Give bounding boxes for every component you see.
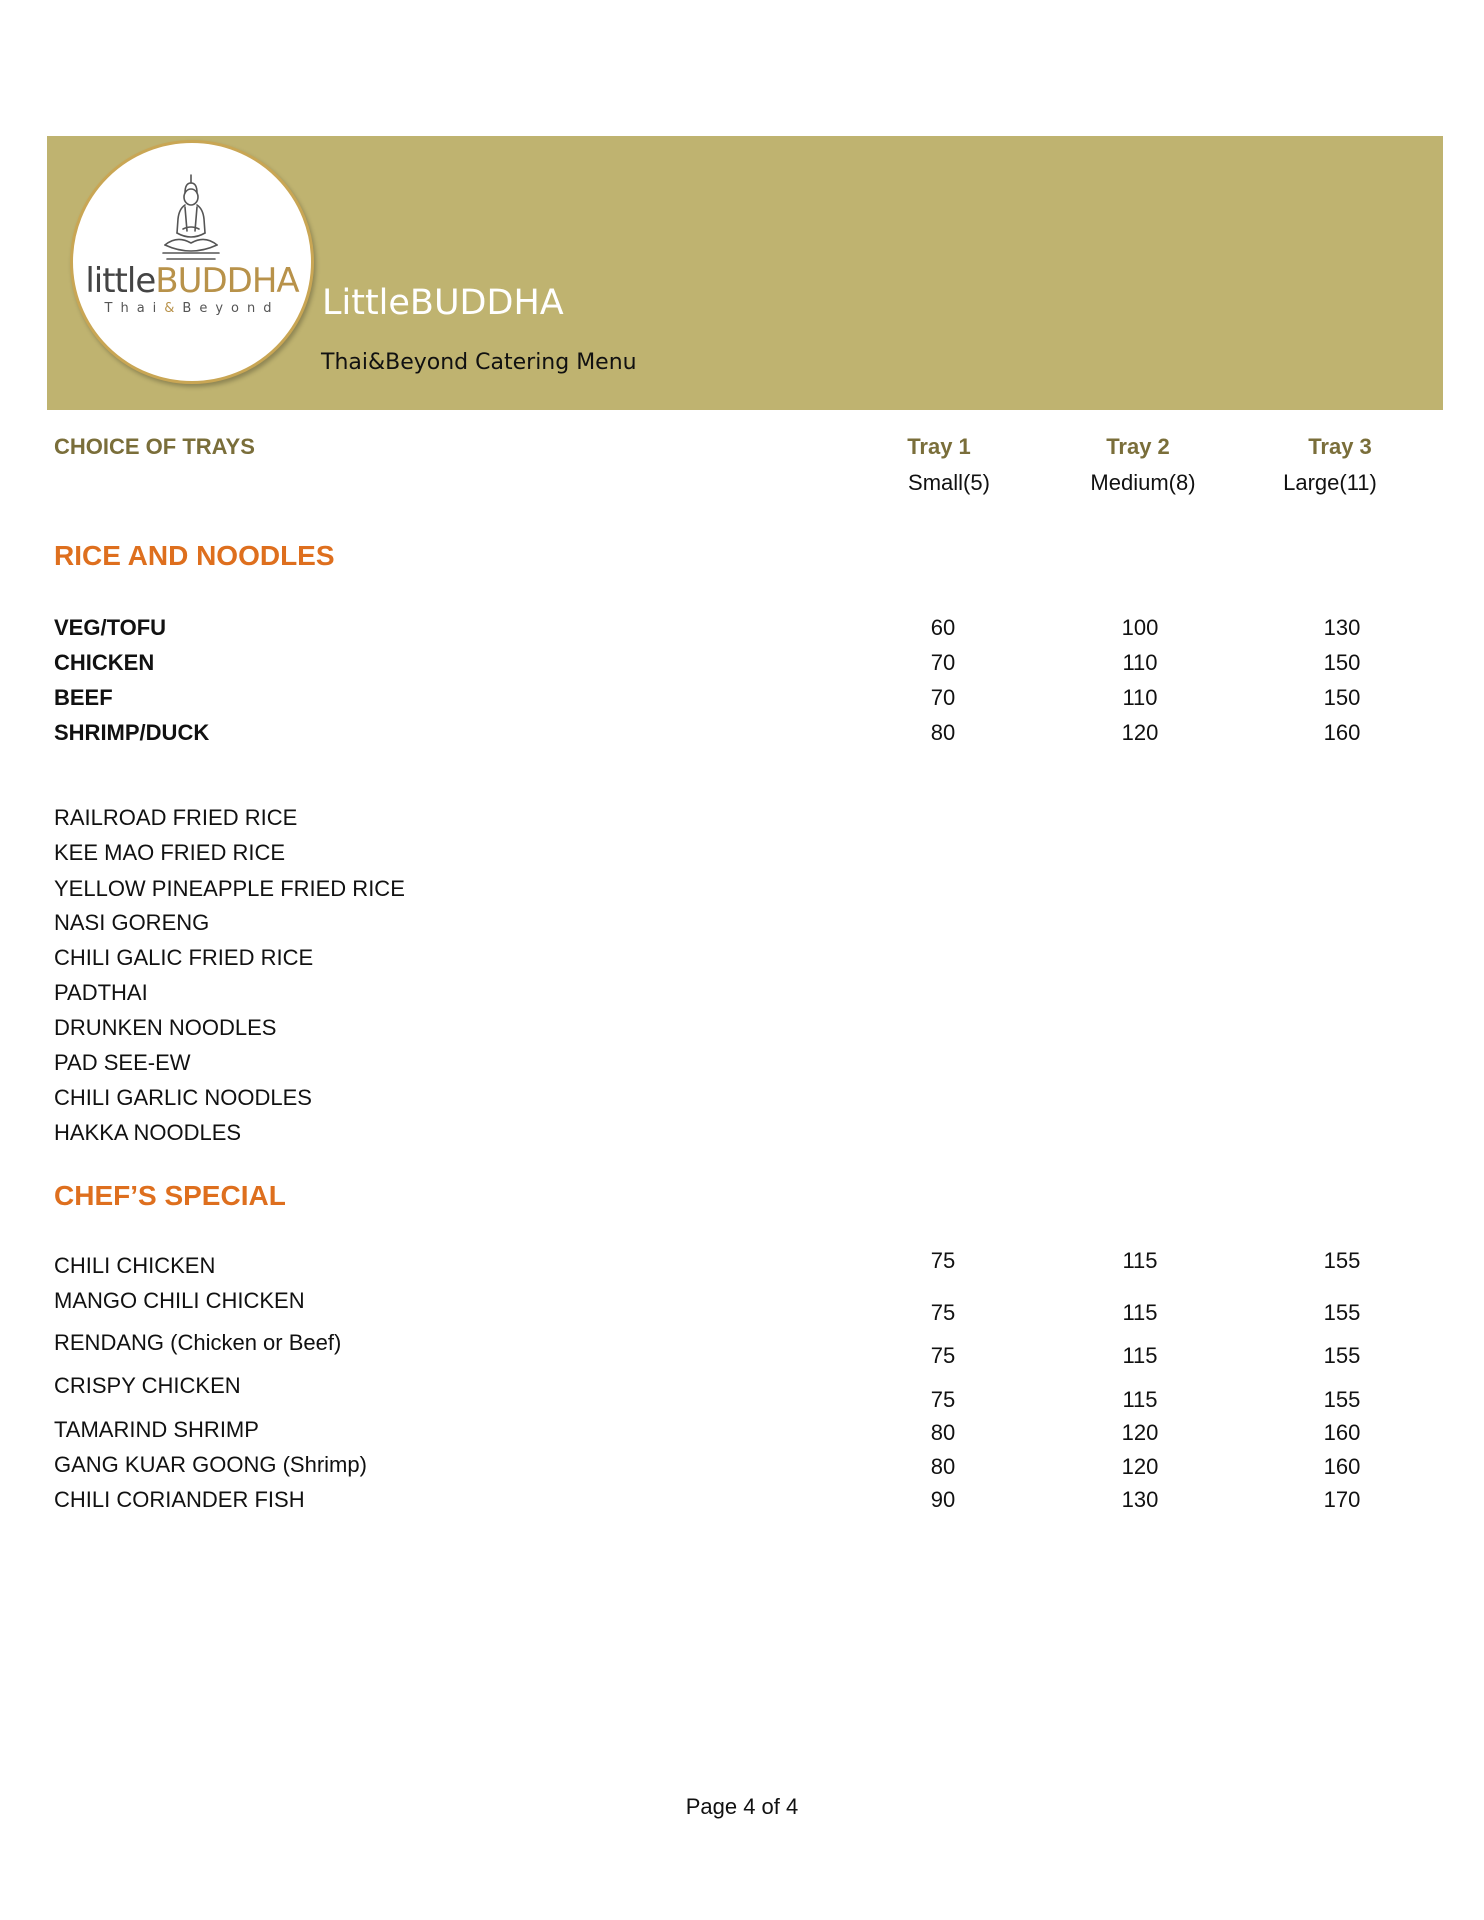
logo-wordmark: littleBUDDHA [85, 261, 299, 301]
brand-subtitle: Thai&Beyond Catering Menu [321, 350, 637, 375]
tray-2-size: Medium(8) [1090, 470, 1196, 495]
price-cell: 75 [930, 1387, 956, 1412]
price-cell: 100 [1121, 615, 1159, 640]
price-cell: 150 [1323, 685, 1361, 710]
dish-item: NASI GORENG [54, 910, 210, 935]
special-item-label: GANG KUAR GOONG (Shrimp) [54, 1452, 367, 1477]
price-cell: 155 [1323, 1248, 1361, 1273]
price-cell: 155 [1323, 1300, 1361, 1325]
buddha-icon [151, 171, 231, 271]
price-row-label: CHICKEN [54, 650, 155, 675]
dish-item: PADTHAI [54, 980, 148, 1005]
choice-of-trays-heading: CHOICE OF TRAYS [54, 434, 255, 459]
price-cell: 80 [930, 1420, 956, 1445]
tray-2-heading: Tray 2 [1106, 434, 1170, 459]
dish-item: PAD SEE-EW [54, 1050, 191, 1075]
special-item-label: MANGO CHILI CHICKEN [54, 1288, 305, 1313]
price-cell: 150 [1323, 650, 1361, 675]
tray-3-heading: Tray 3 [1308, 434, 1372, 459]
price-cell: 130 [1121, 1487, 1159, 1512]
price-cell: 80 [930, 720, 956, 745]
price-cell: 155 [1323, 1343, 1361, 1368]
price-cell: 115 [1122, 1387, 1158, 1412]
price-cell: 60 [930, 615, 956, 640]
special-item-label: CHILI CORIANDER FISH [54, 1487, 305, 1512]
special-item-label: CRISPY CHICKEN [54, 1373, 241, 1398]
price-cell: 120 [1121, 1420, 1159, 1445]
dish-item: CHILI GALIC FRIED RICE [54, 945, 314, 970]
price-cell: 120 [1121, 1454, 1159, 1479]
price-cell: 70 [930, 650, 956, 675]
chefs-special-title: CHEF’S SPECIAL [54, 1180, 286, 1211]
price-cell: 80 [930, 1454, 956, 1479]
dish-item: CHILI GARLIC NOODLES [54, 1085, 312, 1110]
logo [70, 140, 314, 384]
dish-item: RAILROAD FRIED RICE [54, 805, 298, 830]
price-cell: 115 [1122, 1300, 1158, 1325]
logo-tagline: Thai&Beyond [104, 301, 280, 316]
dish-item: HAKKA NOODLES [54, 1120, 242, 1145]
special-item-label: TAMARIND SHRIMP [54, 1417, 259, 1442]
price-cell: 130 [1323, 615, 1361, 640]
special-item-label: CHILI CHICKEN [54, 1253, 216, 1278]
price-row-label: VEG/TOFU [54, 615, 167, 640]
price-cell: 160 [1323, 1420, 1361, 1445]
price-row-label: SHRIMP/DUCK [54, 720, 210, 745]
price-cell: 90 [930, 1487, 956, 1512]
brand-title: LittleBUDDHA [322, 283, 564, 323]
price-cell: 160 [1323, 720, 1361, 745]
dish-item: DRUNKEN NOODLES [54, 1015, 277, 1040]
price-cell: 170 [1323, 1487, 1361, 1512]
price-row-label: BEEF [54, 685, 113, 710]
rice-noodles-title: RICE AND NOODLES [54, 540, 335, 571]
price-cell: 70 [930, 685, 956, 710]
price-cell: 155 [1323, 1387, 1361, 1412]
tray-1-size: Small(5) [908, 470, 990, 495]
price-cell: 75 [930, 1300, 956, 1325]
tray-3-size: Large(11) [1283, 470, 1377, 495]
price-cell: 115 [1122, 1248, 1158, 1273]
dish-item: YELLOW PINEAPPLE FRIED RICE [54, 876, 405, 901]
tray-1-heading: Tray 1 [907, 434, 971, 459]
price-cell: 75 [930, 1248, 956, 1273]
price-cell: 120 [1121, 720, 1159, 745]
page-number: Page 4 of 4 [685, 1794, 799, 1819]
price-cell: 110 [1122, 650, 1158, 675]
price-cell: 160 [1323, 1454, 1361, 1479]
price-cell: 115 [1122, 1343, 1158, 1368]
price-cell: 110 [1122, 685, 1158, 710]
price-cell: 75 [930, 1343, 956, 1368]
special-item-label: RENDANG (Chicken or Beef) [54, 1330, 342, 1355]
dish-item: KEE MAO FRIED RICE [54, 840, 286, 865]
